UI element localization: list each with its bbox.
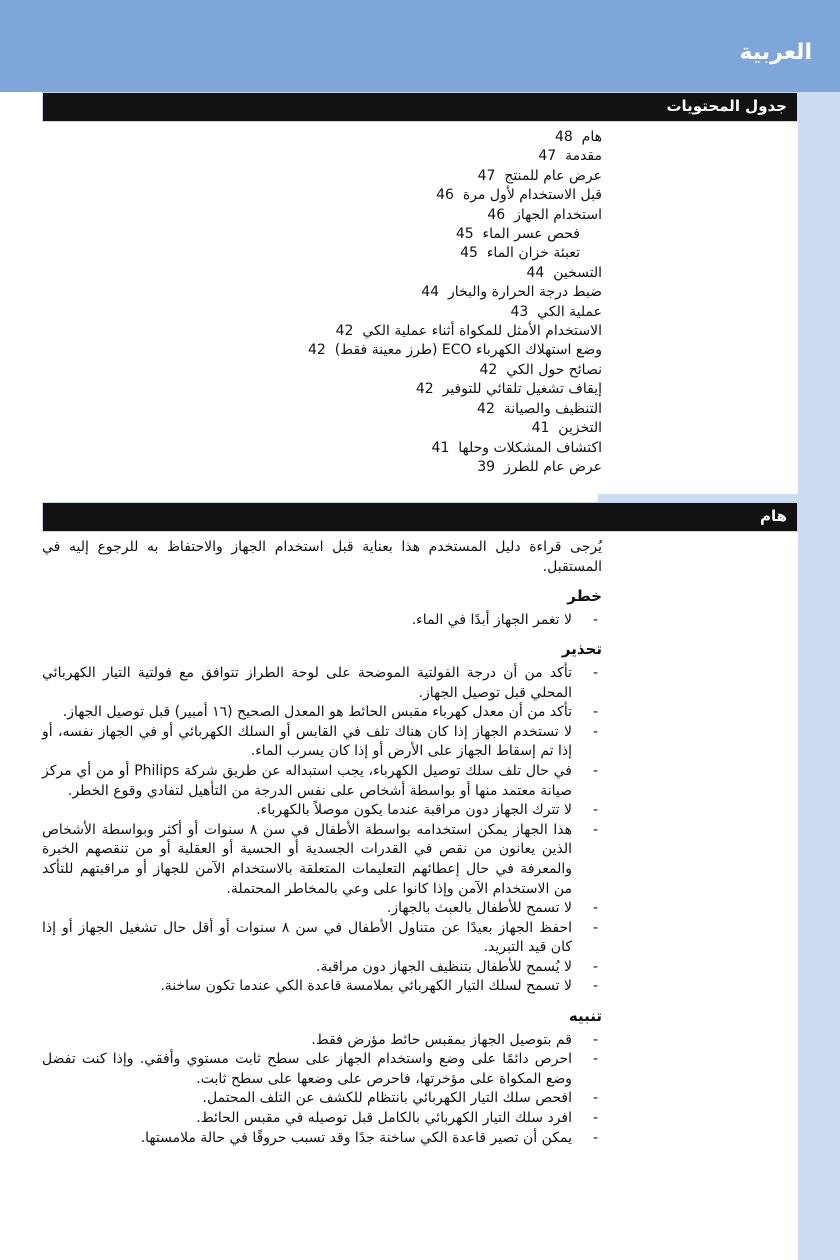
important-title-bar [42, 502, 798, 532]
toc-entry[interactable]: اكتشاف المشكلات وحلها 41 [431, 439, 602, 456]
table-of-contents [308, 128, 602, 477]
important-title: هام [759, 507, 787, 525]
warning-item: - تأكد من أن معدل كهرباء مقبس الحائط هو المعدل الصحيح (١٦ أمبير) قبل توصيل الجهاز. [62, 704, 598, 721]
caution-heading: تنبيه [568, 1007, 602, 1026]
warning-item: - لا تستخدم الجهاز إذا كان هناك تلف في القابس أو السلك الكهربائي أو في الجهاز نفسه، أو إذا تم إسقاط الجهاز على الأرض أو إذا كان يسرب الماء. [42, 723, 598, 760]
toc-entry[interactable]: عملية الكي 43 [510, 303, 602, 320]
toc-title: جدول المحتويات [666, 97, 787, 115]
caution-item: - قم بتوصيل الجهاز بمقبس حائط مؤرض فقط. [311, 1031, 598, 1048]
warning-item: - في حال تلف سلك توصيل الكهرباء، يجب استبداله عن طريق شركة Philips أو من أي مركز صيانة معتمد منها أو بواسطة أشخاص على نفس الدرجة من التأهيل لتفادي وقوع الخطر. [42, 762, 598, 799]
toc-entry[interactable]: التسخين 44 [526, 264, 602, 281]
toc-entry[interactable]: نصائح حول الكي 42 [479, 361, 602, 378]
caution-item: - افحص سلك التيار الكهربائي بانتظام للكشف عن التلف المحتمل. [202, 1090, 598, 1107]
toc-entry[interactable]: التخزين 41 [531, 420, 602, 437]
toc-entry[interactable]: مقدمة 47 [538, 148, 602, 165]
toc-entry[interactable]: استخدام الجهاز 46 [487, 206, 602, 223]
toc-entry[interactable]: عرض عام للطرز 39 [477, 458, 602, 475]
caution-item: - احرص دائمًا على وضع واستخدام الجهاز على سطح ثابت مستوي وأفقي. وإذا كنت تفضل وضع المكواة على مؤخرتها، فاحرص على وضعها على سطح ثابت. [42, 1051, 598, 1087]
warning-item: - لا يُسمح للأطفال بتنظيف الجهاز دون مراقبة. [316, 958, 598, 975]
language-header-band [0, 0, 840, 92]
language-label: العربية [739, 40, 812, 65]
warning-item: - لا تسمح لسلك التيار الكهربائي بملامسة قاعدة الكي عندما تكون ساخنة. [160, 978, 598, 995]
toc-entry[interactable]: هام 48 [554, 129, 602, 145]
toc-entry[interactable]: قبل الاستخدام لأول مرة 46 [436, 187, 602, 204]
toc-entry[interactable]: عرض عام للمنتج 47 [477, 167, 602, 184]
caution-item: - يمكن أن تصير قاعدة الكي ساخنة جدًا وقد تسبب حروقًا في حالة ملامستها. [140, 1129, 598, 1146]
toc-entry[interactable]: وضع استهلاك الكهرباء ECO (طرز معينة فقط) 42 [307, 342, 602, 359]
caution-item: - افرد سلك التيار الكهربائي بالكامل قبل توصيله في مقبس الحائط. [196, 1110, 598, 1127]
intro-paragraph: يُرجى قراءة دليل المستخدم هذا بعناية قبل استخدام الجهاز والاحتفاظ به للرجوع إليه في المستقبل. [42, 539, 602, 575]
warning-heading: تحذير [561, 640, 602, 659]
danger-item: - لا تغمر الجهاز أبدًا في الماء. [411, 611, 598, 628]
toc-entry[interactable]: الاستخدام الأمثل للمكواة أثناء عملية الكي 42 [335, 323, 602, 340]
toc-title-bar [42, 92, 798, 122]
warning-item: - لا تسمح للأطفال بالعبث بالجهاز. [386, 900, 598, 917]
important-content [42, 538, 602, 1148]
toc-entry[interactable]: تعبئة خزان الماء 45 [460, 245, 580, 262]
danger-heading: خطر [567, 587, 602, 606]
toc-entry[interactable]: إيقاف تشغيل تلقائي للتوفير 42 [415, 381, 602, 398]
toc-entry[interactable]: ضبط درجة الحرارة والبخار 44 [421, 284, 602, 301]
warning-item: - هذا الجهاز يمكن استخدامه بواسطة الأطفال في سن ٨ سنوات أو أكثر وبواسطة الأشخاص الذين يعانون من نقص في القدرات الجسدية أو الحسية أو العقلية أو من تنقصهم الخبرة والمعرفة في حال إعطائهم التعليمات المتعلقة بالاستخدام الآمن للجهاز أو مراقبتهم للتأكد من الاستخدام الآمن وإذا كانوا على وعي بالمخاطر المحتملة. [42, 821, 598, 897]
warning-item: - لا تترك الجهاز دون مراقبة عندما يكون موصلاً بالكهرباء. [256, 802, 598, 819]
toc-entry[interactable]: التنظيف والصيانة 42 [477, 400, 602, 417]
toc-entry[interactable]: فحص عسر الماء 45 [455, 226, 580, 243]
warning-item: - احفظ الجهاز بعيدًا عن متناول الأطفال في سن ٨ سنوات أو أقل حال تشغيل الجهاز أو إذا كان قيد التبريد. [42, 919, 598, 956]
warning-item: - تأكد من أن درجة الفولتية الموضحة على لوحة الطراز تتوافق مع فولتية التيار الكهربائي المحلي قبل توصيل الجهاز. [42, 664, 598, 701]
